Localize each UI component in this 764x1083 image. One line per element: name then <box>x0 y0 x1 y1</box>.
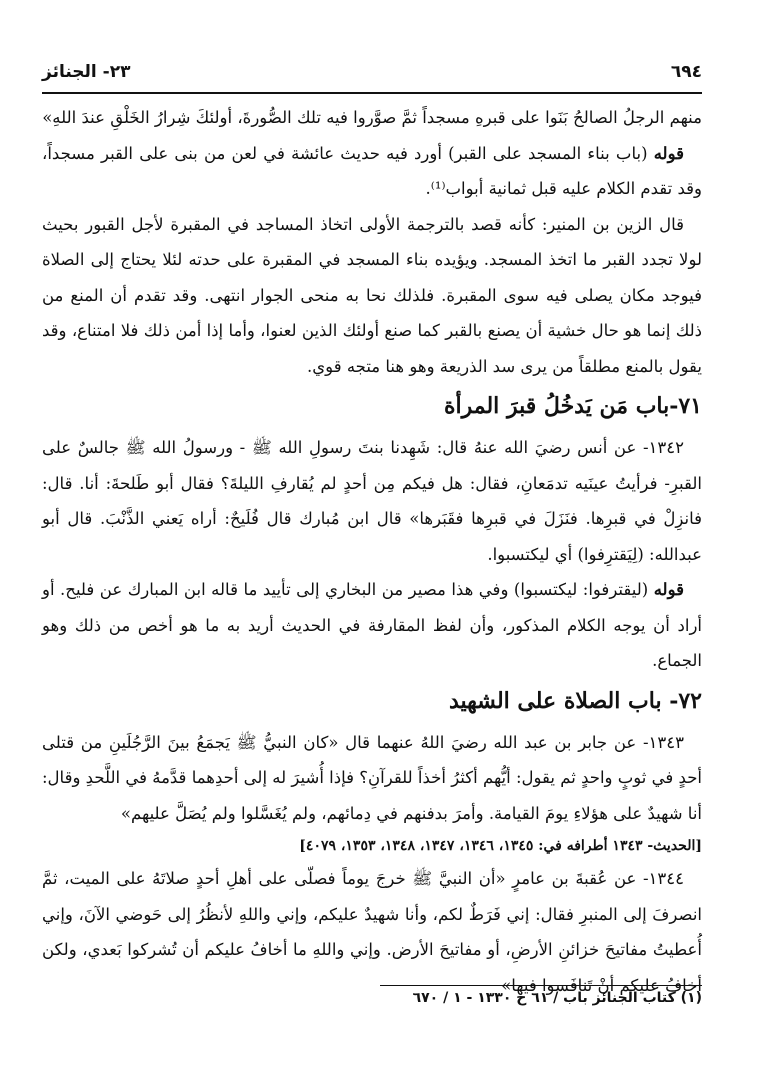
page-header <box>42 52 702 94</box>
page-number: ٦٩٤ <box>670 62 702 82</box>
paragraph-continuation: منهم الرجلُ الصالحُ بَنَوا على قبرهِ مسجداً ثمَّ صوَّروا فيه تلك الصُّورةَ، أولئكَ شِرارُ الخَلْقِ عندَ اللهِ» <box>42 108 702 127</box>
hadith-1342: ١٣٤٢- عن أنس رضيَ الله عنهُ قال: شَهِدنا بنتَ رسولِ الله ﷺ - ورسولُ الله ﷺ جالسٌ على القبرِ- فرأيتُ عينَيه تدمَعانِ، فقال: هل فيكم مِن أحدٍ لم يُقارفِ الليلةَ؟ فقال أبو طَلحةَ: أنا. قال: فانزِلْ في قبرِها. فنَزَلَ في قبرِها فقَبَرها» قال ابن مُبارك قال فُلَيحٌ: أراه يَعني الذَّنْبَ. قال أبو عبدالله: (لِيَقترِفوا) أي ليكتسبوا. <box>42 438 702 564</box>
section-heading-71: ٧١-باب مَن يَدخُلُ قبرَ المرأة <box>443 393 702 419</box>
section-heading-72: ٧٢- باب الصلاة على الشهيد <box>448 687 702 714</box>
commentary-paragraph <box>42 136 702 207</box>
footnote-divider <box>380 985 702 986</box>
hadith-1344: ١٣٤٤- عن عُقبةَ بن عامرٍ «أن النبيَّ ﷺ خرجَ يوماً فصلّى على أهلِ أحدٍ صلاتَهُ على الميت، ثمَّ انصرفَ إلى المنبرِ فقال: إني فَرَطٌ لكم، وأنا شهيدٌ عليكم، وإني واللهِ لأنظُرُ إلى حَوضي الآنَ، وإني أُعطيتُ مفاتيحَ خزائنِ الأرضِ، أو مفاتيحَ الأرض. وإني واللهِ ما أخافُ عليكم أن تُشركوا بَعدي، ولكن أخافُ عليكم أنْ تَنافَسوا فيها» <box>42 869 702 995</box>
commentary-paragraph <box>42 572 702 679</box>
commentary-lead: قوله <box>653 143 684 163</box>
commentary-text: (باب بناء المسجد على القبر) أورد فيه حديث عائشة في لعن من بنى على القبر مسجداً، وقد تقدم الكلام عليه قبل ثمانية أبواب⁽¹⁾. <box>42 143 702 198</box>
footnote: (١) كتاب الجنائز باب / ٦١ ح ١٣٣٠ - ١ / ٦٧٠ <box>412 990 702 1006</box>
main-text <box>42 100 702 1003</box>
chapter-title: ٢٣- الجنائز <box>42 62 131 82</box>
commentary-lead: قوله <box>653 580 684 599</box>
hadith-1343: ١٣٤٣- عن جابر بن عبد الله رضيَ اللهُ عنهما قال «كان النبيُّ ﷺ يَجمَعُ بينَ الرَّجُلَينِ من قتلى أحدٍ في ثوبٍ واحدٍ ثم يقول: أيُّهم أكثرُ أخذاً للقرآنِ؟ فإذا أُشيرَ له إلى أحدِهما قدَّمهُ في اللَّحدِ وقال: أنا شهيدٌ على هؤلاءِ يومَ القيامة. وأمرَ بدفنهم في دِمائهم، ولم يُغَسَّلوا ولم يُصَلَّ عليهم» <box>42 732 702 823</box>
commentary-paragraph: قال الزين بن المنير: كأنه قصد بالترجمة الأولى اتخاذ المساجد في المقبرة لأجل القبور بحيث لولا تجدد القبر ما اتخذ المسجد. ويؤيده بناء المسجد في المقبرة على حدته لئلا يحتاج إلى الصلاة فيوجد مكان يصلى فيه سوى المقبرة. فلذلك نحا به منحى الجوار انتهى. وقد تقدم أن المنع من ذلك إنما هو حال خشية أن يصنع بالقبر كما صنع أولئك الذين لعنوا، وأما إذا أمن ذلك فلا امتناع، وقد يقول بالمنع مطلقاً من يرى سد الذريعة وهو هنا متجه قوي. <box>42 214 702 376</box>
hadith-references: [الحديث- ١٣٤٣ أطرافه في: ١٣٤٥، ١٣٤٦، ١٣٤٧، ١٣٤٨، ١٣٥٣، ٤٠٧٩] <box>299 838 702 854</box>
commentary-text: (ليقترفوا: ليكتسبوا) وفي هذا مصير من البخاري إلى تأييد ما قاله ابن المبارك عن فليح. أو أراد أن يوجه الكلام المذكور، وأن لفظ المقارفة في الحديث أريد به ما هو أخص من ذلك وهو الجماع. <box>42 580 702 670</box>
